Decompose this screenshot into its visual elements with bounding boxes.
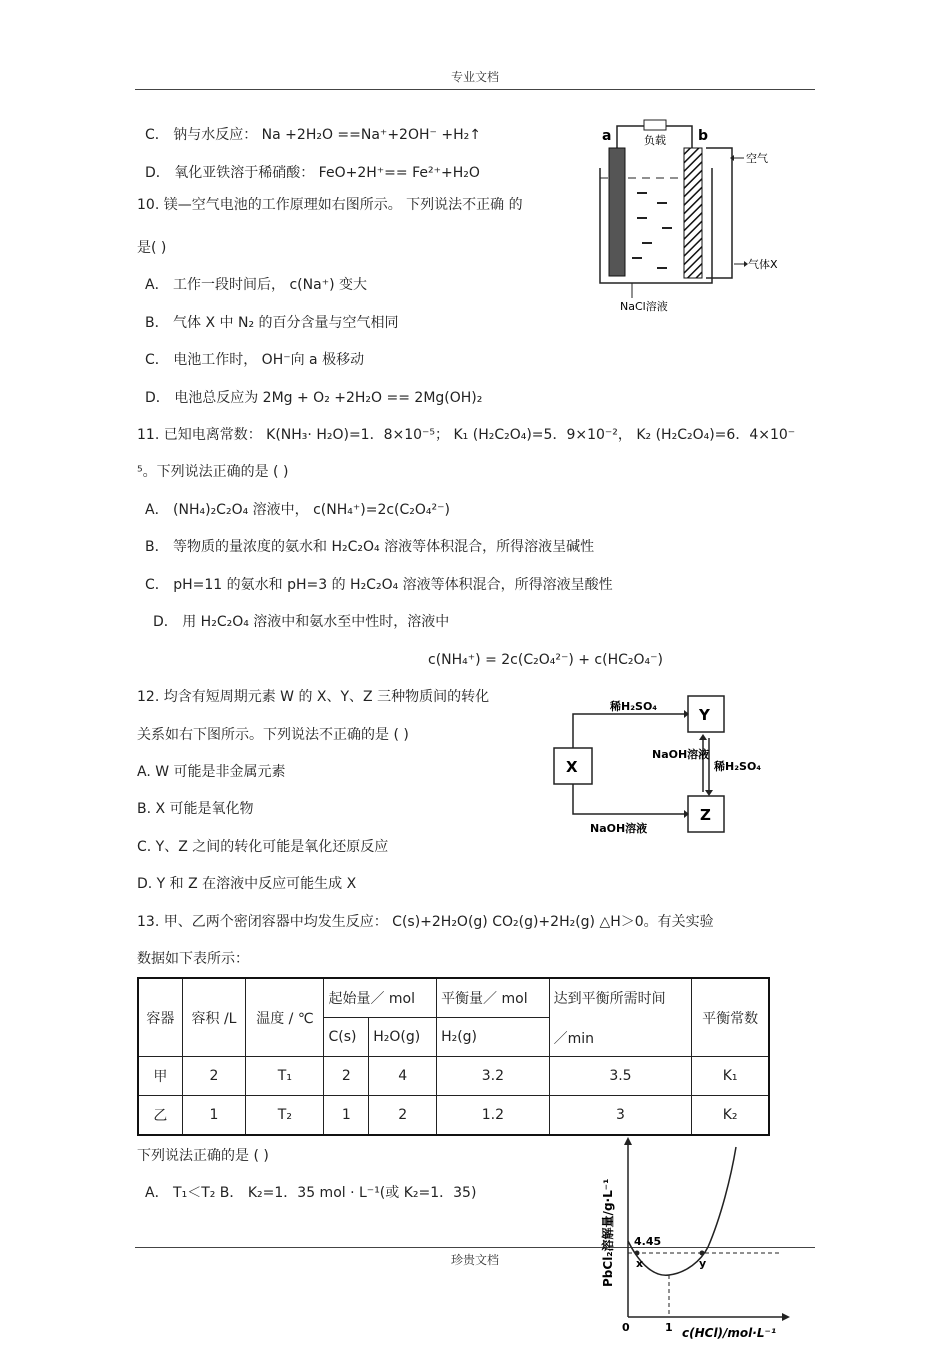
cell: 1 bbox=[324, 1096, 369, 1136]
th-eq-amount: 平衡量／ mol bbox=[437, 978, 550, 1018]
cell: 乙 bbox=[138, 1096, 182, 1136]
x-axis-label: c(HCl)/mol·L⁻¹ bbox=[682, 1326, 777, 1340]
q9-option-c: C． 钠与水反应： Na +2H₂O ==Na⁺+2OH⁻ +H₂↑ bbox=[145, 127, 481, 143]
th-volume: 容积 /L bbox=[182, 978, 246, 1057]
cell: T₂ bbox=[246, 1096, 324, 1136]
solubility-graph bbox=[596, 1137, 790, 1345]
cell: 3 bbox=[549, 1096, 692, 1136]
th-time-label: 达到平衡所需时间 bbox=[553, 990, 666, 1007]
node-z: Z bbox=[700, 806, 711, 824]
page-footer: 珍贵文档 bbox=[451, 1253, 500, 1267]
q11-option-b: B． 等物质的量浓度的氨水和 H₂C₂O₄ 溶液等体积混合，所得溶液呈碱性 bbox=[145, 539, 595, 555]
point-y bbox=[700, 1251, 705, 1256]
q13-stem: 13. 甲、乙两个密闭容器中均发生反应： C(s)+2H₂O(g) CO₂(g)+2H₂(g) △H＞0。有关实验 bbox=[137, 914, 714, 930]
th-cs: C(s) bbox=[324, 1018, 369, 1057]
header-rule bbox=[135, 89, 815, 90]
q10-option-c: C． 电池工作时， OH⁻向 a 极移动 bbox=[145, 352, 365, 368]
q13-option-ab: A． T₁＜T₂ B． K₂=1．35 mol · L⁻¹(或 K₂=1．35) bbox=[145, 1185, 477, 1201]
arrow-label-bottom: NaOH溶液 bbox=[590, 822, 648, 835]
cell: 4 bbox=[369, 1057, 437, 1096]
th-eq-constant: 平衡常数 bbox=[692, 978, 769, 1057]
point-x bbox=[635, 1251, 640, 1256]
cell: 2 bbox=[182, 1057, 246, 1096]
node-x: X bbox=[566, 758, 578, 776]
q12-option-a: A. W 可能是非金属元素 bbox=[137, 764, 286, 780]
th-container: 容器 bbox=[138, 978, 182, 1057]
q12-stem-cont: 关系如右下图所示。下列说法不正确的是 ( ) bbox=[137, 727, 409, 743]
q11-stem-cont: ⁵。下列说法正确的是 ( ) bbox=[137, 464, 289, 480]
cell: 1 bbox=[182, 1096, 246, 1136]
battery-diagram bbox=[592, 118, 788, 314]
q13-data-table bbox=[137, 977, 770, 1136]
cell: K₂ bbox=[692, 1096, 769, 1136]
q12-stem: 12. 均含有短周期元素 W 的 X、Y、Z 三种物质间的转化 bbox=[137, 689, 490, 705]
electrode-b-label: b bbox=[698, 128, 709, 144]
cell: K₁ bbox=[692, 1057, 769, 1096]
th-h2o: H₂O(g) bbox=[369, 1018, 437, 1057]
arrow-label-top: 稀H₂SO₄ bbox=[610, 700, 658, 713]
q12-option-b: B. X 可能是氧化物 bbox=[137, 801, 254, 817]
node-y: Y bbox=[699, 706, 710, 724]
cell: 甲 bbox=[138, 1057, 182, 1096]
z-to-y-label: NaOH溶液 bbox=[652, 748, 710, 761]
table-row bbox=[138, 1096, 769, 1136]
cell: 1.2 bbox=[437, 1096, 550, 1136]
y-mark-label: 4.45 bbox=[634, 1235, 662, 1248]
electrode-b bbox=[684, 148, 702, 278]
q11-option-d: D． 用 H₂C₂O₄ 溶液中和氨水至中性时，溶液中 bbox=[153, 614, 450, 630]
cell: 2 bbox=[324, 1057, 369, 1096]
th-h2: H₂(g) bbox=[437, 1018, 550, 1057]
th-time-unit: ／min bbox=[553, 1030, 595, 1047]
q11-option-d-formula: c(NH₄⁺) = 2c(C₂O₄²⁻) + c(HC₂O₄⁻) bbox=[428, 652, 663, 668]
solubility-curve bbox=[628, 1147, 736, 1275]
th-time bbox=[549, 978, 692, 1057]
cell: 2 bbox=[369, 1096, 437, 1136]
air-label: 空气 bbox=[746, 152, 768, 165]
electrode-a-label: a bbox=[602, 128, 612, 144]
origin-label: 0 bbox=[622, 1321, 630, 1334]
q10-option-b: B． 气体 X 中 N₂ 的百分含量与空气相同 bbox=[145, 315, 399, 331]
load-label: 负载 bbox=[644, 134, 666, 147]
q10-stem: 10. 镁—空气电池的工作原理如右图所示。 下列说法不正确 的 bbox=[137, 197, 523, 213]
electrolyte-label: NaCl溶液 bbox=[620, 300, 668, 313]
x-mark-label: 1 bbox=[665, 1321, 673, 1334]
point-x-label: x bbox=[636, 1257, 644, 1270]
y-axis-label: PbCl₂溶解量/g·L⁻¹ bbox=[601, 1178, 615, 1287]
q11-option-c: C． pH=11 的氨水和 pH=3 的 H₂C₂O₄ 溶液等体积混合，所得溶液呈酸性 bbox=[145, 577, 613, 593]
q12-option-d: D. Y 和 Z 在溶液中反应可能生成 X bbox=[137, 876, 357, 892]
cell: 3.2 bbox=[437, 1057, 550, 1096]
th-start-amount: 起始量／ mol bbox=[324, 978, 437, 1018]
th-temperature: 温度 / ℃ bbox=[246, 978, 324, 1057]
q11-option-a: A． (NH₄)₂C₂O₄ 溶液中， c(NH₄⁺)=2c(C₂O₄²⁻) bbox=[145, 502, 450, 518]
cell: 3.5 bbox=[549, 1057, 692, 1096]
y-to-z-label: 稀H₂SO₄ bbox=[714, 760, 762, 773]
q10-option-d: D． 电池总反应为 2Mg + O₂ +2H₂O == 2Mg(OH)₂ bbox=[145, 390, 483, 406]
conversion-diagram bbox=[548, 688, 770, 840]
q12-option-c: C. Y、Z 之间的转化可能是氧化还原反应 bbox=[137, 839, 389, 855]
q11-stem: 11. 已知电离常数： K(NH₃· H₂O)=1．8×10⁻⁵； K₁ (H₂C₂O₄)=5．9×10⁻²， K₂ (H₂C₂O₄)=6．4×10⁻ bbox=[137, 427, 796, 443]
q13-stem-cont: 数据如下表所示： bbox=[137, 951, 249, 967]
cell: T₁ bbox=[246, 1057, 324, 1096]
load-resistor-icon bbox=[644, 120, 666, 130]
q9-option-d: D． 氧化亚铁溶于稀硝酸： FeO+2H⁺== Fe²⁺+H₂O bbox=[145, 165, 480, 181]
q10-stem-cont: 是( ) bbox=[137, 240, 167, 256]
gas-x-label: 气体X bbox=[748, 258, 778, 271]
table-row bbox=[138, 1057, 769, 1096]
point-y-label: y bbox=[699, 1257, 707, 1270]
electrode-a bbox=[609, 148, 625, 276]
q13-question: 下列说法正确的是 ( ) bbox=[137, 1148, 269, 1164]
q10-option-a: A． 工作一段时间后， c(Na⁺) 变大 bbox=[145, 277, 367, 293]
page-header: 专业文档 bbox=[451, 70, 500, 84]
